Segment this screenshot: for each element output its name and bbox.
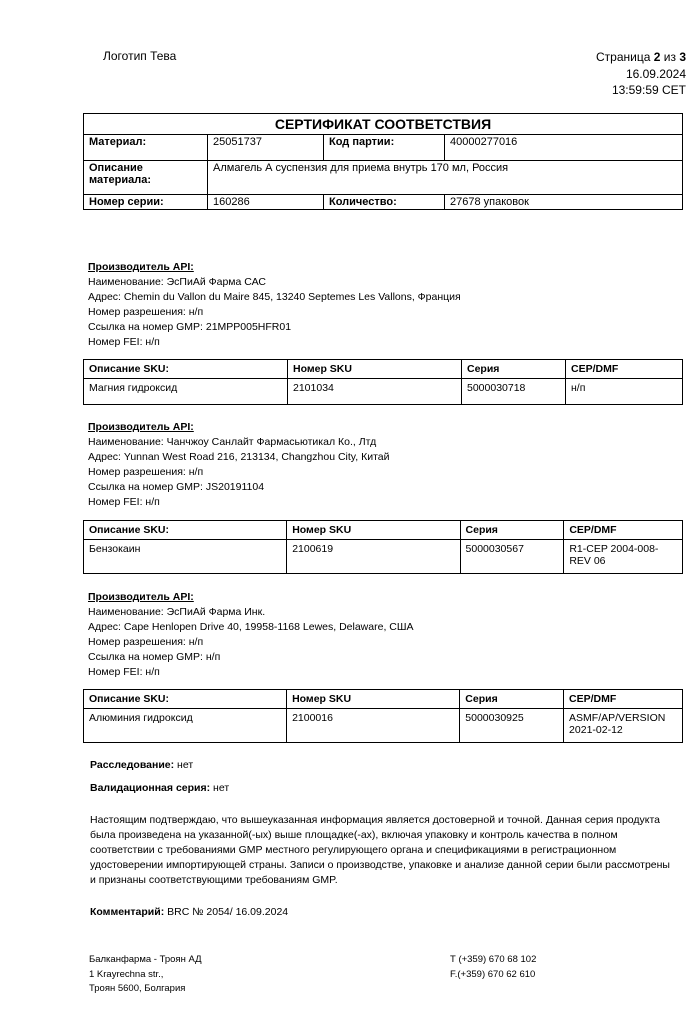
footer-address	[89, 953, 202, 997]
page-number: Страница 2 из 3	[596, 50, 686, 64]
sku-number: 2101034	[288, 379, 462, 405]
sku-cep: ASMF/AP/VERSION 2021-02-12	[564, 709, 683, 743]
manufacturer-name: Наименование: ЭсПиАй Фарма САС	[88, 276, 266, 288]
sku-cep: R1-CEP 2004-008-REV 06	[564, 540, 683, 574]
validation-line: Валидационная серия: нет	[90, 782, 230, 794]
footer-city: Троян 5600, Болгария	[89, 983, 186, 994]
manufacturer-address: Адрес: Chemin du Vallon du Maire 845, 13240 Septemes Les Vallons, Франция	[88, 291, 461, 303]
manufacturer-heading: Производитель API:	[88, 261, 194, 273]
sku-table	[83, 689, 683, 743]
certificate-table	[83, 113, 683, 210]
sku-cep: н/п	[566, 379, 683, 405]
material-label: Материал:	[84, 135, 208, 161]
sku-series: 5000030718	[462, 379, 566, 405]
manufacturer-block	[88, 590, 414, 680]
manufacturer-permit: Номер разрешения: н/п	[88, 636, 204, 648]
footer-contacts	[450, 953, 536, 982]
sku-table	[83, 520, 683, 574]
sku-header-series: Серия	[460, 690, 564, 709]
manufacturer-block	[88, 260, 461, 350]
manufacturer-gmp: Ссылка на номер GMP: н/п	[88, 651, 221, 663]
page-header-info	[596, 49, 686, 99]
batch-value: 40000277016	[445, 135, 683, 161]
header-time: 13:59:59 CET	[611, 83, 686, 97]
sku-table	[83, 359, 683, 405]
manufacturer-name: Наименование: ЭсПиАй Фарма Инк.	[88, 606, 266, 618]
manufacturer-address: Адрес: Cape Henlopen Drive 40, 19958-1168 Lewes, Delaware, США	[88, 621, 414, 633]
sku-header-cep: CEP/DMF	[564, 690, 683, 709]
sku-header-number: Номер SKU	[287, 521, 460, 540]
sku-series: 5000030567	[460, 540, 564, 574]
quantity-label: Количество:	[324, 195, 445, 210]
description-value: Алмагель А суспензия для приема внутрь 170 мл, Россия	[208, 161, 683, 195]
footer-phone: Т (+359) 670 68 102	[450, 954, 537, 965]
comment-line: Комментарий: BRC № 2054/ 16.09.2024	[90, 906, 289, 918]
manufacturer-name: Наименование: Чанчжоу Санлайт Фармасьютикал Ко., Лтд	[88, 436, 377, 448]
certificate-title: СЕРТИФИКАТ СООТВЕТСТВИЯ	[84, 114, 683, 135]
sku-number: 2100619	[287, 540, 460, 574]
manufacturer-gmp: Ссылка на номер GMP: JS20191104	[88, 481, 265, 493]
sku-header-number: Номер SKU	[287, 690, 460, 709]
manufacturer-permit: Номер разрешения: н/п	[88, 306, 204, 318]
sku-header-description: Описание SKU:	[84, 360, 288, 379]
investigation-line: Расследование: нет	[90, 759, 194, 771]
manufacturer-permit: Номер разрешения: н/п	[88, 466, 204, 478]
serial-value: 160286	[208, 195, 324, 210]
sku-header-series: Серия	[462, 360, 566, 379]
material-value: 25051737	[208, 135, 324, 161]
logo-placeholder: Логотип Тева	[103, 49, 177, 63]
manufacturer-block	[88, 420, 389, 510]
manufacturer-heading: Производитель API:	[88, 591, 194, 603]
statement-paragraph: Настоящим подтверждаю, что вышеуказанная информация является достоверной и точной. Данная серия продукта была произведена на указанной(-ых) выше площадке(-ах), включая упаковку и контроль качества в полном соответствии с требованиями GMP местного регулирующего органа и спецификациями в регистрационном удостоверении импортирующей страны. Записи о производстве, упаковке и анализе данной серии были рассмотрены и признаны соответствующими требованиям GMP.	[90, 814, 670, 886]
batch-label: Код партии:	[324, 135, 445, 161]
quantity-value: 27678 упаковок	[445, 195, 683, 210]
footer-street: 1 Krayrechna str.,	[89, 968, 164, 980]
sku-series: 5000030925	[460, 709, 564, 743]
footer-company: Балканфарма - Троян АД	[89, 954, 202, 965]
sku-number: 2100016	[287, 709, 460, 743]
sku-description: Алюминия гидроксид	[84, 709, 287, 743]
sku-header-cep: CEP/DMF	[564, 521, 683, 540]
sku-header-series: Серия	[460, 521, 564, 540]
header-date: 16.09.2024	[625, 66, 686, 81]
sku-description: Магния гидроксид	[84, 379, 288, 405]
manufacturer-fei: Номер FEI: н/п	[88, 496, 160, 508]
sku-description: Бензокаин	[84, 540, 287, 574]
sku-header-cep: CEP/DMF	[566, 360, 683, 379]
sku-header-description: Описание SKU:	[84, 521, 287, 540]
footer-fax: F.(+359) 670 62 610	[450, 968, 536, 980]
sku-header-number: Номер SKU	[288, 360, 462, 379]
manufacturer-gmp: Ссылка на номер GMP: 21MPP005HFR01	[88, 321, 292, 333]
description-label: Описание материала:	[84, 161, 208, 195]
sku-header-description: Описание SKU:	[84, 690, 287, 709]
manufacturer-fei: Номер FEI: н/п	[88, 336, 160, 348]
manufacturer-fei: Номер FEI: н/п	[88, 666, 160, 678]
serial-label: Номер серии:	[84, 195, 208, 210]
manufacturer-address: Адрес: Yunnan West Road 216, 213134, Changzhou City, Китай	[88, 451, 390, 463]
manufacturer-heading: Производитель API:	[88, 421, 194, 433]
